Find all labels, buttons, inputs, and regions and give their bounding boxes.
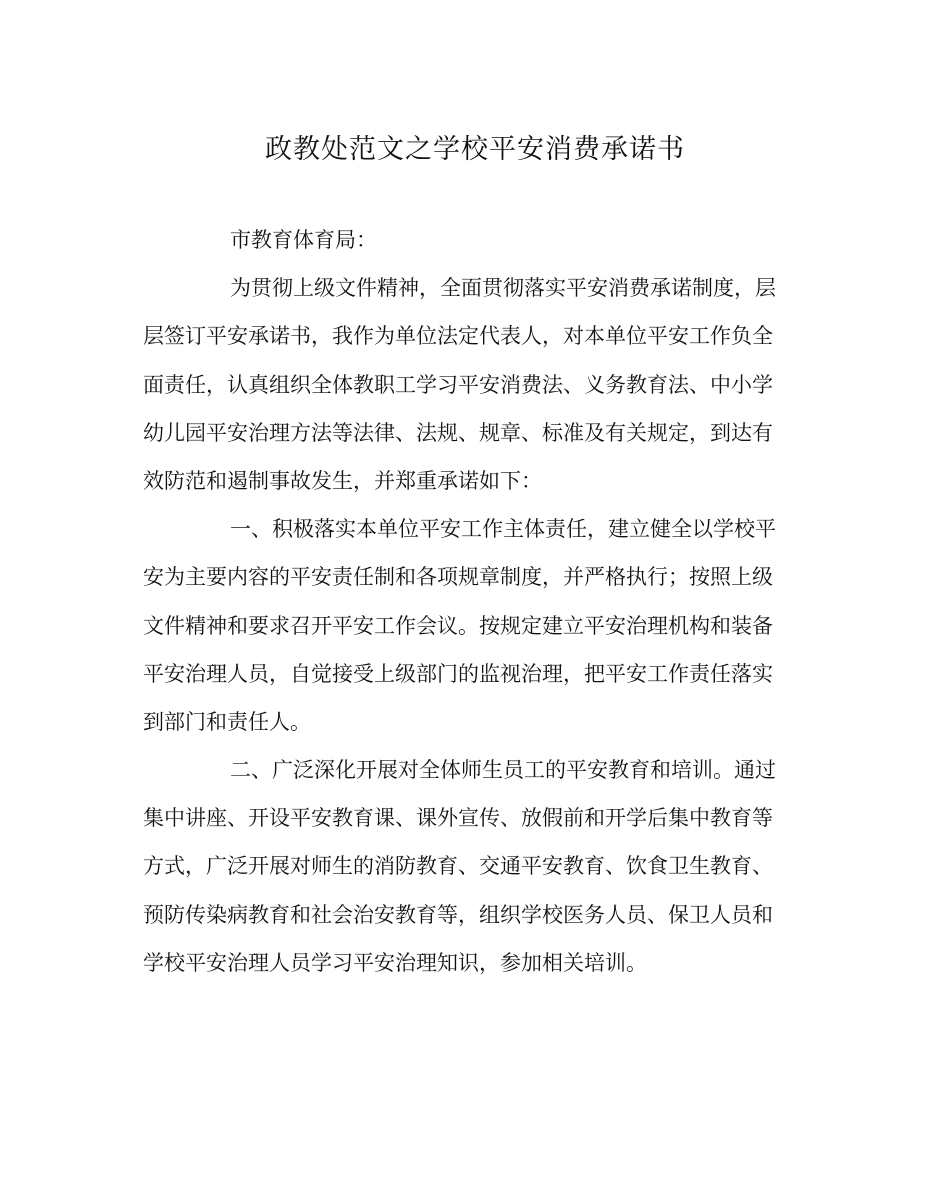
salutation <box>143 216 803 264</box>
paragraph-intro <box>143 264 803 505</box>
paragraph-line: 安为主要内容的平安责任制和各项规章制度，并严格执行；按照上级 <box>143 565 773 590</box>
paragraph-line: 文件精神和要求召开平安工作会议。按规定建立平安治理机构和装备 <box>143 613 773 638</box>
paragraph-line: 集中讲座、开设平安教育课、课外宣传、放假前和开学后集中教育等 <box>143 806 773 831</box>
paragraph-line: 预防传染病教育和社会治安教育等，组织学校医务人员、保卫人员和 <box>143 902 773 927</box>
paragraph-line: 层签订平安承诺书，我作为单位法定代表人，对本单位平安工作负全 <box>143 324 773 349</box>
paragraph-item-2 <box>143 746 803 987</box>
paragraph-line: 一、积极落实本单位平安工作主体责任，建立健全以学校平 <box>230 517 776 542</box>
paragraph-line: 为贯彻上级文件精神，全面贯彻落实平安消费承诺制度，层 <box>230 276 776 301</box>
document-body <box>143 216 803 987</box>
paragraph-line: 效防范和遏制事故发生，并郑重承诺如下： <box>143 468 542 493</box>
paragraph-line: 方式，广泛开展对师生的消防教育、交通平安教育、饮食卫生教育、 <box>143 854 773 879</box>
paragraph-line: 平安治理人员，自觉接受上级部门的监视治理，把平安工作责任落实 <box>143 661 773 686</box>
salutation-text: 市教育体育局： <box>230 228 377 252</box>
paragraph-item-1 <box>143 505 803 746</box>
paragraph-line: 幼儿园平安治理方法等法律、法规、规章、标准及有关规定，到达有 <box>143 420 773 445</box>
paragraph-line: 学校平安治理人员学习平安治理知识，参加相关培训。 <box>143 950 647 975</box>
paragraph-line: 二、广泛深化开展对全体师生员工的平安教育和培训。通过 <box>230 758 776 783</box>
paragraph-line: 面责任，认真组织全体教职工学习平安消费法、义务教育法、中小学 <box>143 372 773 397</box>
page-title: 政教处范文之学校平安消费承诺书 <box>265 134 685 165</box>
paragraph-line: 到部门和责任人。 <box>143 709 311 734</box>
